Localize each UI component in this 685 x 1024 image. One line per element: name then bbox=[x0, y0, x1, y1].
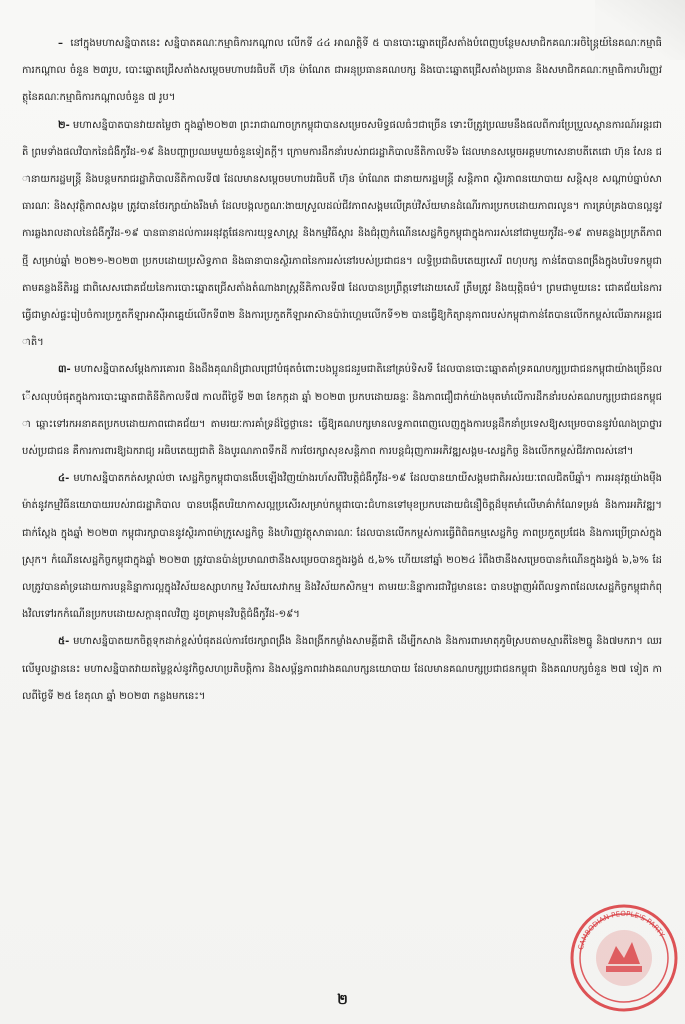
paragraph-2 bbox=[22, 356, 662, 465]
paragraph-4 bbox=[22, 628, 662, 710]
svg-text:CAMBODIAN PEOPLE'S PARTY: CAMBODIAN PEOPLE'S PARTY bbox=[576, 909, 666, 951]
document-body bbox=[22, 30, 662, 980]
paragraph-text: មហាសន្និបាតយកចិត្តទុកដាក់ខ្ពស់បំផុតដល់ការថែរក្សាពង្រឹង និងពង្រីកកម្លាំងសាមគ្គីជាតិ ដើម្បីកសាង និងការពារមាតុភូមិស្របតាមស្មារតីនៃ២ធ្នូ និង៧មករា។ ឈរលើមូលដ្ឋាននេះ មហាសន្និបាតវាយតម្លៃខ្ពស់នូវកិច្ចសហប្រតិបត្តិការ និងសម្ព័ន្ធភាពរវាងគណបក្សនយោបាយ ដែលមានគណបក្សប្រជាជនកម្ពុជា និងគណបក្សចំនួន ២៧ ទៀត កាលពីថ្ងៃទី ២៥ ខែតុលា ឆ្នាំ ២០២៣ កន្លងមកនេះ។ bbox=[22, 636, 662, 702]
paragraph-text: មហាសន្និបាតសម្តែងការគោរព និងដឹងគុណដ៏ជ្រាលជ្រៅបំផុតចំពោះបងប្អូនជនរួមជាតិនៅគ្រប់ទិសទី ដែលបានបោះឆ្នោតគាំទ្រគណបក្សប្រជាជនកម្ពុជាយ៉ាងច្រើនលើសលុបបំផុតក្នុងការបោះឆ្នោតជាតិនីតិកាលទី៧ កាលពីថ្ងៃទី ២៣ ខែកក្កដា ឆ្នាំ ២០២៣ ប្រកបដោយឆន្ទៈ និងភាពជឿជាក់យ៉ាងមុតមាំលើការដឹកនាំរបស់គណបក្សប្រជាជនកម្ពុជា ឆ្ពោះទៅរកអនាគតប្រកបដោយភាពជោគជ័យ។ តាមរយៈការគាំទ្រដ៏ថ្លៃថ្លានេះ ធ្វើឱ្យគណបក្សមានលទ្ធភាពពេញលេញក្នុងការបន្តដឹកនាំប្រទេសឱ្យសម្រេចបាននូវបំណងប្រាថ្នារបស់ប្រជាជន គឺការការពារឱ្យឯករាជ្យ អធិបតេយ្យជាតិ និងបូរណភាពទឹកដី ការថែរក្សាសុខសន្តិភាព ការបន្តជំរុញការអភិវឌ្ឍសង្គម-សេដ្ឋកិច្ច និងលើកកម្ពស់ជីវភាពរស់នៅ។ bbox=[22, 364, 662, 458]
paragraph-text: មហាសន្និបាតកត់សម្គាល់ថា សេដ្ឋកិច្ចកម្ពុជាបានងើបឡើងវិញយ៉ាងរហ័សពីវិបត្តិជំងឺកូវីដ-១៩ ដែលបានយាយីសង្គមជាតិអស់រយៈពេលជិតបីឆ្នាំ។ ការអនុវត្តយ៉ាងម៉ឺងម៉ាត់នូវកម្មវិធីនយោបាយរបស់រាជរដ្ឋាភិបាល បានបង្កើតបរិយាកាសល្អប្រសើរសម្រាប់កម្ពុជាបោះជំហានទៅមុខប្រកបដោយជំនឿចិត្តដ៏មុតមាំលើមាគ៌ាកំណែទម្រង់ និងការអភិវឌ្ឍ។ ជាក់ស្តែង ក្នុងឆ្នាំ ២០២៣ កម្ពុជារក្សាបាននូវស្ថិរភាពម៉ាក្រូសេដ្ឋកិច្ច និងហិរញ្ញវត្ថុសាធារណៈ ដែលបានលើកកម្ពស់ការធ្វើពិពិធកម្មសេដ្ឋកិច្ច ភាពប្រកួតប្រជែង និងការប្រើប្រាស់ក្នុងស្រុក។ កំណើនសេដ្ឋកិច្ចកម្ពុជាក្នុងឆ្នាំ ២០២៣ ត្រូវបានប៉ាន់ប្រមាណថានឹងសម្រេចបានក្នុងរង្វង់ ៥,៦% ហើយនៅឆ្នាំ ២០២៤ រំពឹងថានឹងសម្រេចបានកំណើនក្នុងរង្វង់ ៦,៦% ដែលត្រូវបានគាំទ្រដោយការបន្តនិន្នាការល្អក្នុងវិស័យឧស្សាហកម្ម វិស័យសេវាកម្ម និងវិស័យកសិកម្ម។ តាមរយៈនិន្នាការជាវិជ្ជមាននេះ បានបង្ហាញអំពីលទ្ធភាពដែលសេដ្ឋកិច្ចកម្ពុជាកំពុងវិលទៅរកកំណើនប្រកបដោយសក្តានុពលវិញ ដូចគ្រាមុនវិបត្តិជំងឺកូវីដ-១៩។ bbox=[22, 473, 662, 621]
paragraph-marker: ៤- bbox=[58, 473, 70, 485]
paragraph-0 bbox=[22, 30, 662, 112]
paragraph-1 bbox=[22, 112, 662, 357]
page-number: ២ bbox=[337, 992, 348, 1008]
paragraph-marker: ៥- bbox=[58, 636, 70, 648]
paragraph-text: នៅក្នុងមហាសន្និបាតនេះ សន្និបាតគណៈកម្មាធិការកណ្តាល លើកទី ៤៤ អាណត្តិទី ៥ បានបោះឆ្នោតជ្រើសតាំងបំពេញបន្ថែមសមាជិកគណៈអចិន្ត្រៃយ៍នៃគណៈកម្មាធិការកណ្តាល ចំនួន ២៣រូប, បោះឆ្នោតជ្រើសតាំងសម្តេចមហាបវរធិបតី ហ៊ុន ម៉ាណែត ជាអនុប្រធានគណបក្ស និងបោះឆ្នោតជ្រើសតាំងប្រធាន និងសមាជិកគណៈកម្មាធិការហិរញ្ញវត្ថុនៃគណៈកម្មាធិការកណ្តាលចំនួន ៧ រូប។ bbox=[22, 38, 662, 104]
paragraph-3 bbox=[22, 465, 662, 628]
paragraph-marker: ៣- bbox=[58, 364, 71, 376]
paragraph-text: មហាសន្និបាតបានវាយតម្លៃថា ក្នុងឆ្នាំ២០២៣ ព្រះរាជាណាចក្រកម្ពុជាបានសម្រេចសមិទ្ធផលធំៗជាច្រើន ទោះបីត្រូវប្រឈមនឹងផលពីការប្រែប្រួលស្ថានការណ៍អន្តរជាតិ ព្រមទាំងផលវិបាកនៃជំងឺកូវីដ-១៩ និងបញ្ហាប្រឈមមួយចំនួនទៀតក្តី។ ក្រោមការដឹកនាំរបស់រាជរដ្ឋាភិបាលនីតិកាលទី៦ ដែលមានសម្តេចអគ្គមហាសេនាបតីតេជោ ហ៊ុន សែន ជានាយករដ្ឋមន្ត្រី និងបន្តមករាជរដ្ឋាភិបាលនីតិកាលទី៧ ដែលមានសម្តេចមហាបវរធិបតី ហ៊ុន ម៉ាណែត ជានាយករដ្ឋមន្ត្រី សន្តិភាព ស្ថិរភាពនយោបាយ សន្តិសុខ សណ្តាប់ធ្នាប់សាធារណៈ និងសុវត្ថិភាពសង្គម ត្រូវបានថែរក្សាយ៉ាងរឹងមាំ ដែលបង្កលក្ខណៈងាយស្រួលដល់ជីវភាពសង្គមលើគ្រប់វិស័យមានដំណើរការប្រកបដោយភាពរលូន។ ការគ្រប់គ្រងបានល្អនូវការឆ្លងរាលដាលនៃជំងឺកូវីដ-១៩ បានធានាដល់ការអនុវត្តផែនការយុទ្ធសាស្ត្រ និងកម្មវិធីស្តារ និងជំរុញកំណើនសេដ្ឋកិច្ចកម្ពុជាក្នុងការរស់នៅជាមួយកូវីដ-១៩ តាមគន្លងប្រក្រតីភាពថ្មី សម្រាប់ឆ្នាំ ២០២១-២០២៣ ប្រកបដោយប្រសិទ្ធភាព និងធានាបានស្ថិរភាពនៃការរស់នៅរបស់ប្រជាជន។ លទ្ធិប្រជាធិបតេយ្យសេរី ពហុបក្ស កាន់តែបានពង្រឹងក្នុងបរិបទកម្ពុជា តាមគន្លងនីតិរដ្ឋ ជាពិសេសជោគជ័យនៃការបោះឆ្នោតជ្រើសតាំងតំណាងរាស្ត្រនីតិកាលទី៧ ដែលបានប្រព្រឹត្តទៅដោយសេរី ត្រឹមត្រូវ និងយុត្តិធម៌។ ព្រមជាមួយនេះ ជោគជ័យនៃការធ្វើជាម្ចាស់ផ្ទះរៀបចំការប្រកួតកីឡាអាស៊ីអាគ្នេយ៍លើកទី៣២ និងការប្រកួតកីឡាអាស៊ានប៉ារ៉ាហ្គេមលើកទី១២ បានធ្វើឱ្យកិត្យានុភាពរបស់កម្ពុជាកាន់តែបានលើកកម្ពស់លើឆាកអន្តរជាតិ។ bbox=[22, 119, 662, 349]
paragraph-marker: – bbox=[58, 38, 63, 49]
paragraph-marker: ២- bbox=[58, 119, 70, 131]
